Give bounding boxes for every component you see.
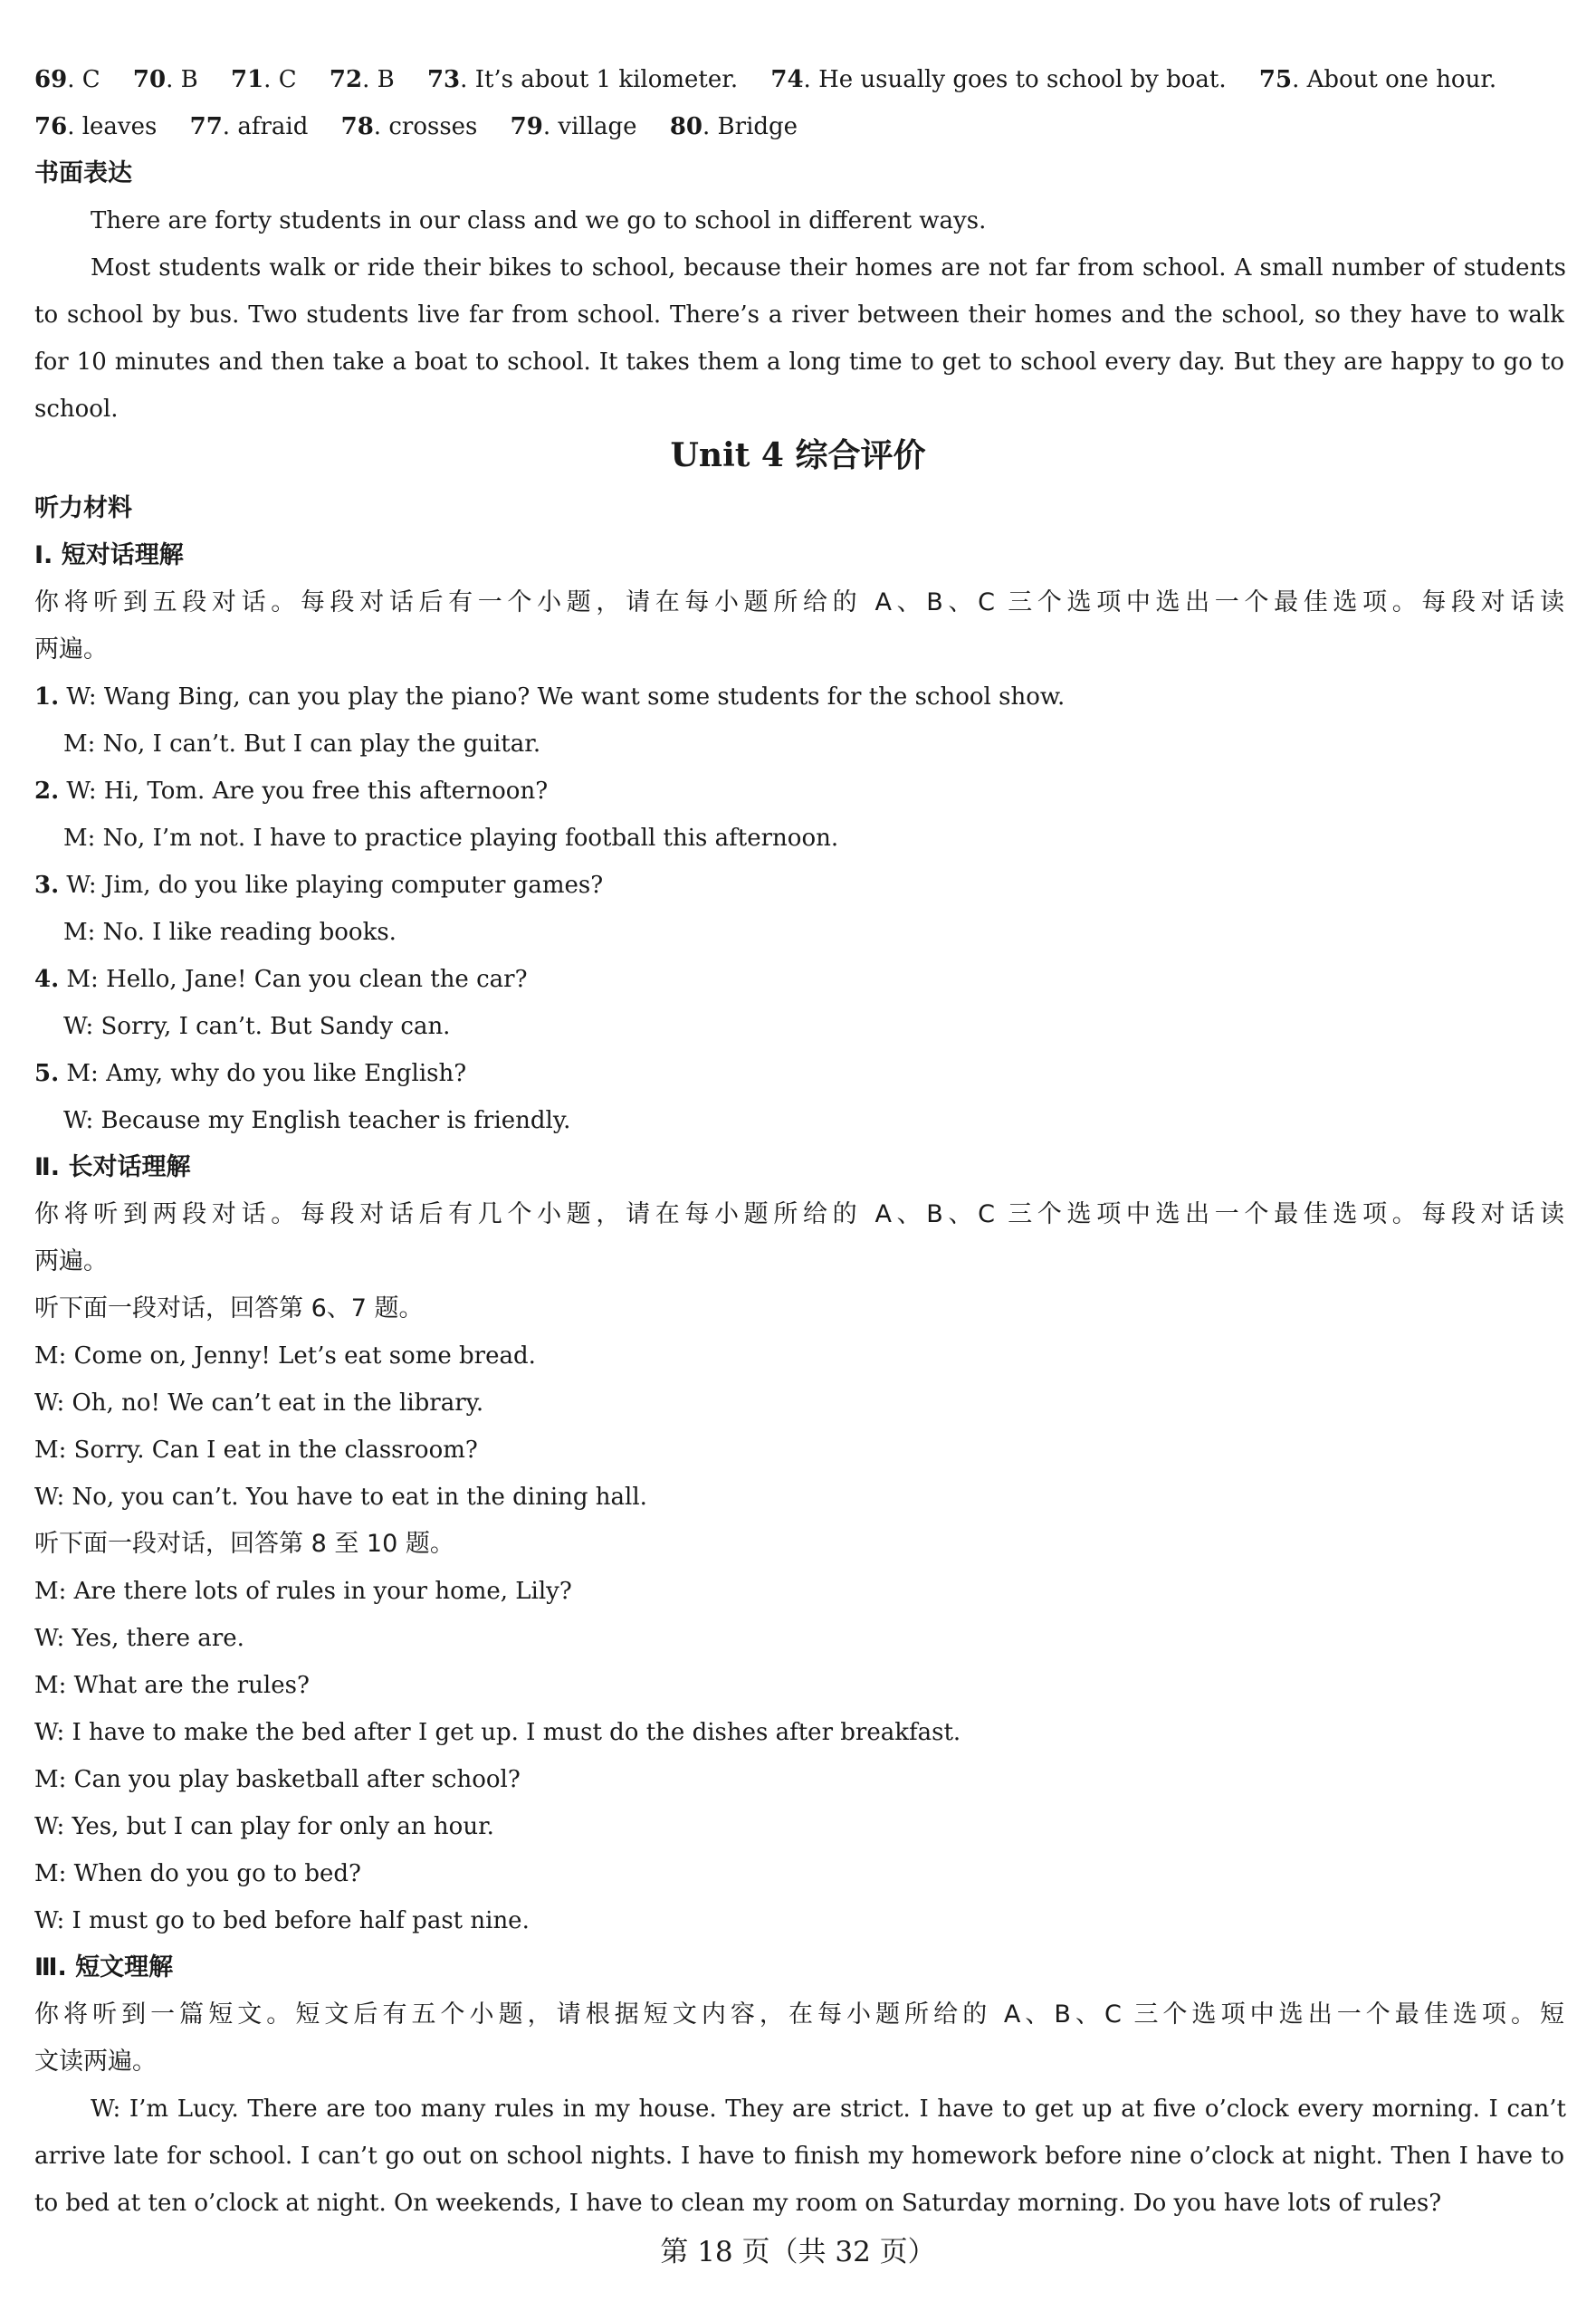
dialogue-2-line-2: M: No, I’m not. I have to practice playing football this afternoon. [63, 825, 839, 852]
dialogue-5-line-2: W: Because my English teacher is friendly. [63, 1107, 571, 1134]
dialogue-line: W: Oh, no! We can’t eat in the library. [34, 1389, 484, 1417]
dialogue-line: M: When do you go to bed? [34, 1860, 361, 1887]
answer-80: 80. Bridge [669, 113, 798, 140]
answer-71: 71. C [230, 66, 297, 93]
dialogue-1-line-2: M: No, I can’t. But I can play the guitar. [63, 730, 541, 758]
part1-heading: Ⅰ. 短对话理解 [34, 541, 184, 569]
dialogue-line: W: I have to make the bed after I get up. I must do the dishes after breakfast. [34, 1719, 961, 1746]
part3-instruction: 文读两遍。 [34, 2048, 157, 2076]
answers-row-2 [34, 109, 1564, 145]
listening-heading: 听力材料 [34, 494, 132, 522]
dialogue-2-line-1: 2. W: Hi, Tom. Are you free this afternoon? [34, 778, 549, 805]
dialogue-line: M: Sorry. Can I eat in the classroom? [34, 1437, 478, 1464]
writing-line: to school by bus. Two students live far from school. There’s a river between their homes and the school, so they have to walk [34, 301, 1564, 329]
part2-sub-instruction-2: 听下面一段对话，回答第 8 至 10 题。 [34, 1530, 454, 1558]
dialogue-line: M: Come on, Jenny! Let’s eat some bread. [34, 1342, 536, 1370]
dialogue-3-line-1: 3. W: Jim, do you like playing computer games? [34, 872, 604, 899]
passage-line: to bed at ten o’clock at night. On weekends, I have to clean my room on Saturday morning. Do you have lots of rules? [34, 2190, 1442, 2217]
page-number-footer: 第 18 页（共 32 页） [660, 2236, 936, 2268]
answer-76: 76. leaves [34, 113, 158, 140]
dialogue-line: M: Are there lots of rules in your home, Lily? [34, 1578, 572, 1605]
answer-70: 70. B [132, 66, 198, 93]
answer-74: 74. He usually goes to school by boat. [770, 66, 1227, 93]
part2-instruction: 两遍。 [34, 1247, 108, 1275]
dialogue-line: M: Can you play basketball after school? [34, 1766, 521, 1793]
part1-instruction: 两遍。 [34, 635, 108, 664]
dialogue-line: M: What are the rules? [34, 1672, 310, 1699]
part3-heading: Ⅲ. 短文理解 [34, 1953, 174, 1981]
dialogue-3-line-2: M: No. I like reading books. [63, 919, 397, 946]
passage-line: arrive late for school. I can’t go out on school nights. I have to finish my homework before nine o’clock at night. Then I have to [34, 2143, 1564, 2170]
answer-69: 69. C [34, 66, 100, 93]
writing-line: Most students walk or ride their bikes to school, because their homes are not far from school. A small number of students [91, 254, 1566, 282]
writing-paragraph-1: There are forty students in our class and we go to school in different ways. [91, 207, 987, 234]
answer-75: 75. About one hour. [1258, 66, 1497, 93]
part3-instruction: 你将听到一篇短文。短文后有五个小题，请根据短文内容，在每小题所给的 A、B、C 三个选项中选出一个最佳选项。短 [34, 2000, 1564, 2029]
dialogue-5-line-1: 5. M: Amy, why do you like English? [34, 1060, 467, 1087]
answers-row-1 [34, 62, 1564, 98]
writing-line: for 10 minutes and then take a boat to school. It takes them a long time to get to school every day. But they are happy to go to [34, 348, 1564, 376]
dialogue-line: W: I must go to bed before half past nine. [34, 1907, 530, 1934]
part2-sub-instruction-1: 听下面一段对话，回答第 6、7 题。 [34, 1294, 424, 1322]
dialogue-4-line-2: W: Sorry, I can’t. But Sandy can. [63, 1013, 451, 1040]
unit-title: Unit 4 综合评价 [670, 436, 926, 474]
answer-79: 79. village [510, 113, 637, 140]
dialogue-line: W: Yes, there are. [34, 1625, 244, 1652]
answer-73: 73. It’s about 1 kilometer. [426, 66, 739, 93]
writing-heading: 书面表达 [34, 159, 132, 187]
dialogue-4-line-1: 4. M: Hello, Jane! Can you clean the car? [34, 966, 528, 993]
answer-72: 72. B [329, 66, 395, 93]
part2-heading: Ⅱ. 长对话理解 [34, 1153, 191, 1181]
passage-line: W: I’m Lucy. There are too many rules in my house. They are strict. I have to get up at five o’clock every morning. I can’t [91, 2096, 1566, 2123]
part2-instruction: 你将听到两段对话。每段对话后有几个小题，请在每小题所给的 A、B、C 三个选项中选出一个最佳选项。每段对话读 [34, 1200, 1564, 1228]
answer-78: 78. crosses [340, 113, 478, 140]
dialogue-1-line-1: 1. W: Wang Bing, can you play the piano? We want some students for the school show. [34, 683, 1066, 711]
dialogue-line: W: No, you can’t. You have to eat in the dining hall. [34, 1484, 647, 1511]
dialogue-line: W: Yes, but I can play for only an hour. [34, 1813, 494, 1840]
writing-line: school. [34, 396, 119, 423]
answer-77: 77. afraid [189, 113, 309, 140]
part1-instruction: 你将听到五段对话。每段对话后有一个小题，请在每小题所给的 A、B、C 三个选项中选出一个最佳选项。每段对话读 [34, 588, 1564, 616]
